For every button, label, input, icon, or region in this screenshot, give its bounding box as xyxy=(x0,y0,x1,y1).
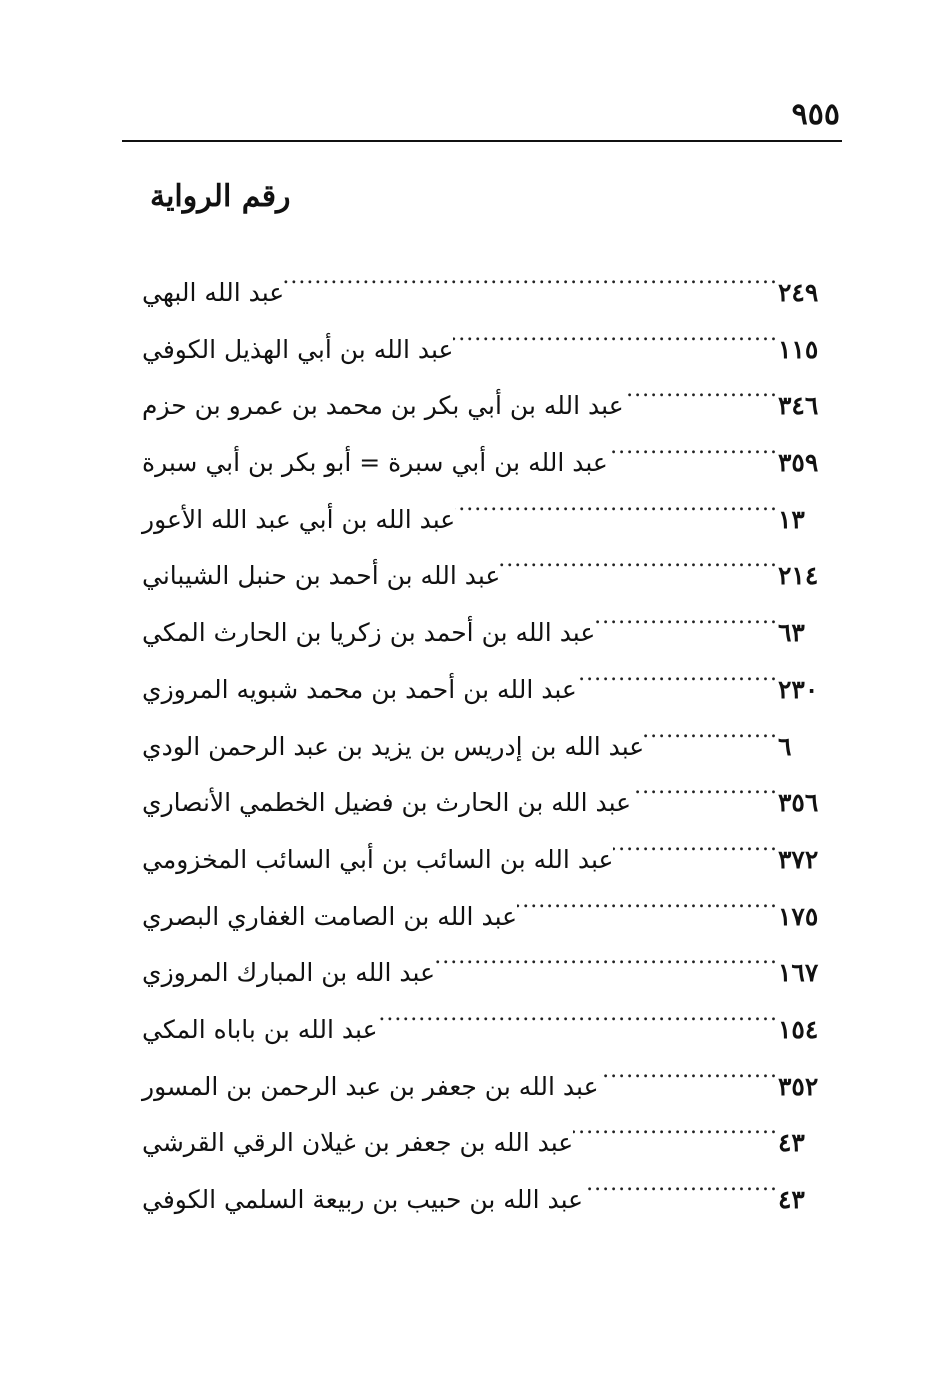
index-entry xyxy=(136,1047,842,1104)
index-entry xyxy=(136,253,842,310)
dot-leader xyxy=(631,763,778,811)
dot-leader xyxy=(284,253,778,301)
entry-name: عبد الله بن جعفر بن غيلان الرقي القرشي xyxy=(142,1128,574,1158)
index-entry xyxy=(136,820,842,877)
entry-ref-number: ٤٣ xyxy=(778,1128,805,1158)
index-entry xyxy=(136,877,842,934)
dot-leader xyxy=(517,877,778,925)
entry-name: عبد الله بن أحمد بن محمد شبويه المروزي xyxy=(142,674,577,704)
dot-leader xyxy=(595,593,778,641)
index-entry xyxy=(136,480,842,537)
entry-ref-number: ٣٥٢ xyxy=(778,1071,819,1101)
dot-leader xyxy=(453,310,778,358)
dot-leader xyxy=(435,933,778,981)
entry-ref-number: ٢٣٠ xyxy=(778,674,819,704)
dot-leader xyxy=(573,1103,778,1151)
entry-ref-number: ٣٥٦ xyxy=(778,788,819,818)
entry-ref-number: ٢٤٩ xyxy=(778,278,819,307)
dot-leader xyxy=(599,1047,778,1095)
index-entry xyxy=(136,536,842,593)
index-entry xyxy=(136,763,842,820)
entry-name: عبد الله البهي xyxy=(142,278,285,307)
index-entry xyxy=(136,423,842,480)
entry-name: عبد الله بن أبي سبرة = أبو بكر بن أبي سبرة xyxy=(142,448,608,478)
entry-ref-number: ١٣ xyxy=(778,504,805,534)
dot-leader xyxy=(583,1160,778,1208)
page-number: ٩٥٥ xyxy=(791,97,840,132)
entry-name: عبد الله بن حبيب بن ربيعة السلمي الكوفي xyxy=(142,1185,584,1214)
entry-ref-number: ٦٣ xyxy=(778,618,805,648)
entry-name: عبد الله بن الصامت الغفاري البصري xyxy=(142,901,518,931)
entry-name: عبد الله بن أحمد بن زكريا بن الحارث المكي xyxy=(142,618,596,648)
entry-name: عبد الله بن الحارث بن فضيل الخطمي الأنصاري xyxy=(142,788,632,818)
dot-leader xyxy=(624,366,778,414)
entry-name: عبد الله بن جعفر بن عبد الرحمن بن المسور xyxy=(142,1071,599,1101)
header-rule xyxy=(122,140,842,142)
entry-ref-number: ١٦٧ xyxy=(778,958,819,988)
entry-ref-number: ٢١٤ xyxy=(778,561,819,591)
dot-leader xyxy=(608,423,778,471)
index-entry xyxy=(136,990,842,1047)
column-title: رقم الرواية xyxy=(150,179,291,214)
index-entry xyxy=(136,1160,842,1217)
dot-leader xyxy=(378,990,778,1038)
entry-ref-number: ٣٤٦ xyxy=(778,391,819,421)
index-entry xyxy=(136,366,842,423)
index-entry xyxy=(136,650,842,707)
dot-leader xyxy=(613,820,778,868)
entry-name: عبد الله بن أحمد بن حنبل الشيباني xyxy=(142,561,501,591)
dot-leader xyxy=(455,480,778,528)
entry-name: عبد الله بن أبي عبد الله الأعور xyxy=(142,504,456,534)
index-entries xyxy=(136,253,842,1217)
index-entry xyxy=(136,310,842,367)
entry-ref-number: ٤٣ xyxy=(778,1185,805,1214)
dot-leader xyxy=(500,536,778,584)
entry-name: عبد الله بن إدريس بن يزيد بن عبد الرحمن الودي xyxy=(142,731,645,761)
entry-ref-number: ٣٥٩ xyxy=(778,448,819,478)
dot-leader xyxy=(577,650,778,698)
entry-ref-number: ١١٥ xyxy=(778,334,819,364)
index-entry xyxy=(136,707,842,764)
entry-ref-number: ٦ xyxy=(778,731,792,761)
entry-ref-number: ١٧٥ xyxy=(778,901,819,931)
entry-name: عبد الله بن أبي الهذيل الكوفي xyxy=(142,334,454,364)
entry-name: عبد الله بن أبي بكر بن محمد بن عمرو بن حزم xyxy=(142,391,624,421)
entry-name: عبد الله بن المبارك المروزي xyxy=(142,958,435,988)
index-entry xyxy=(136,933,842,990)
entry-name: عبد الله بن باباه المكي xyxy=(142,1014,378,1044)
entry-name: عبد الله بن السائب بن أبي السائب المخزومي xyxy=(142,844,614,874)
entry-ref-number: ٣٧٢ xyxy=(778,844,819,874)
entry-ref-number: ١٥٤ xyxy=(778,1014,819,1044)
dot-leader xyxy=(644,707,778,755)
index-entry xyxy=(136,593,842,650)
index-entry xyxy=(136,1103,842,1160)
